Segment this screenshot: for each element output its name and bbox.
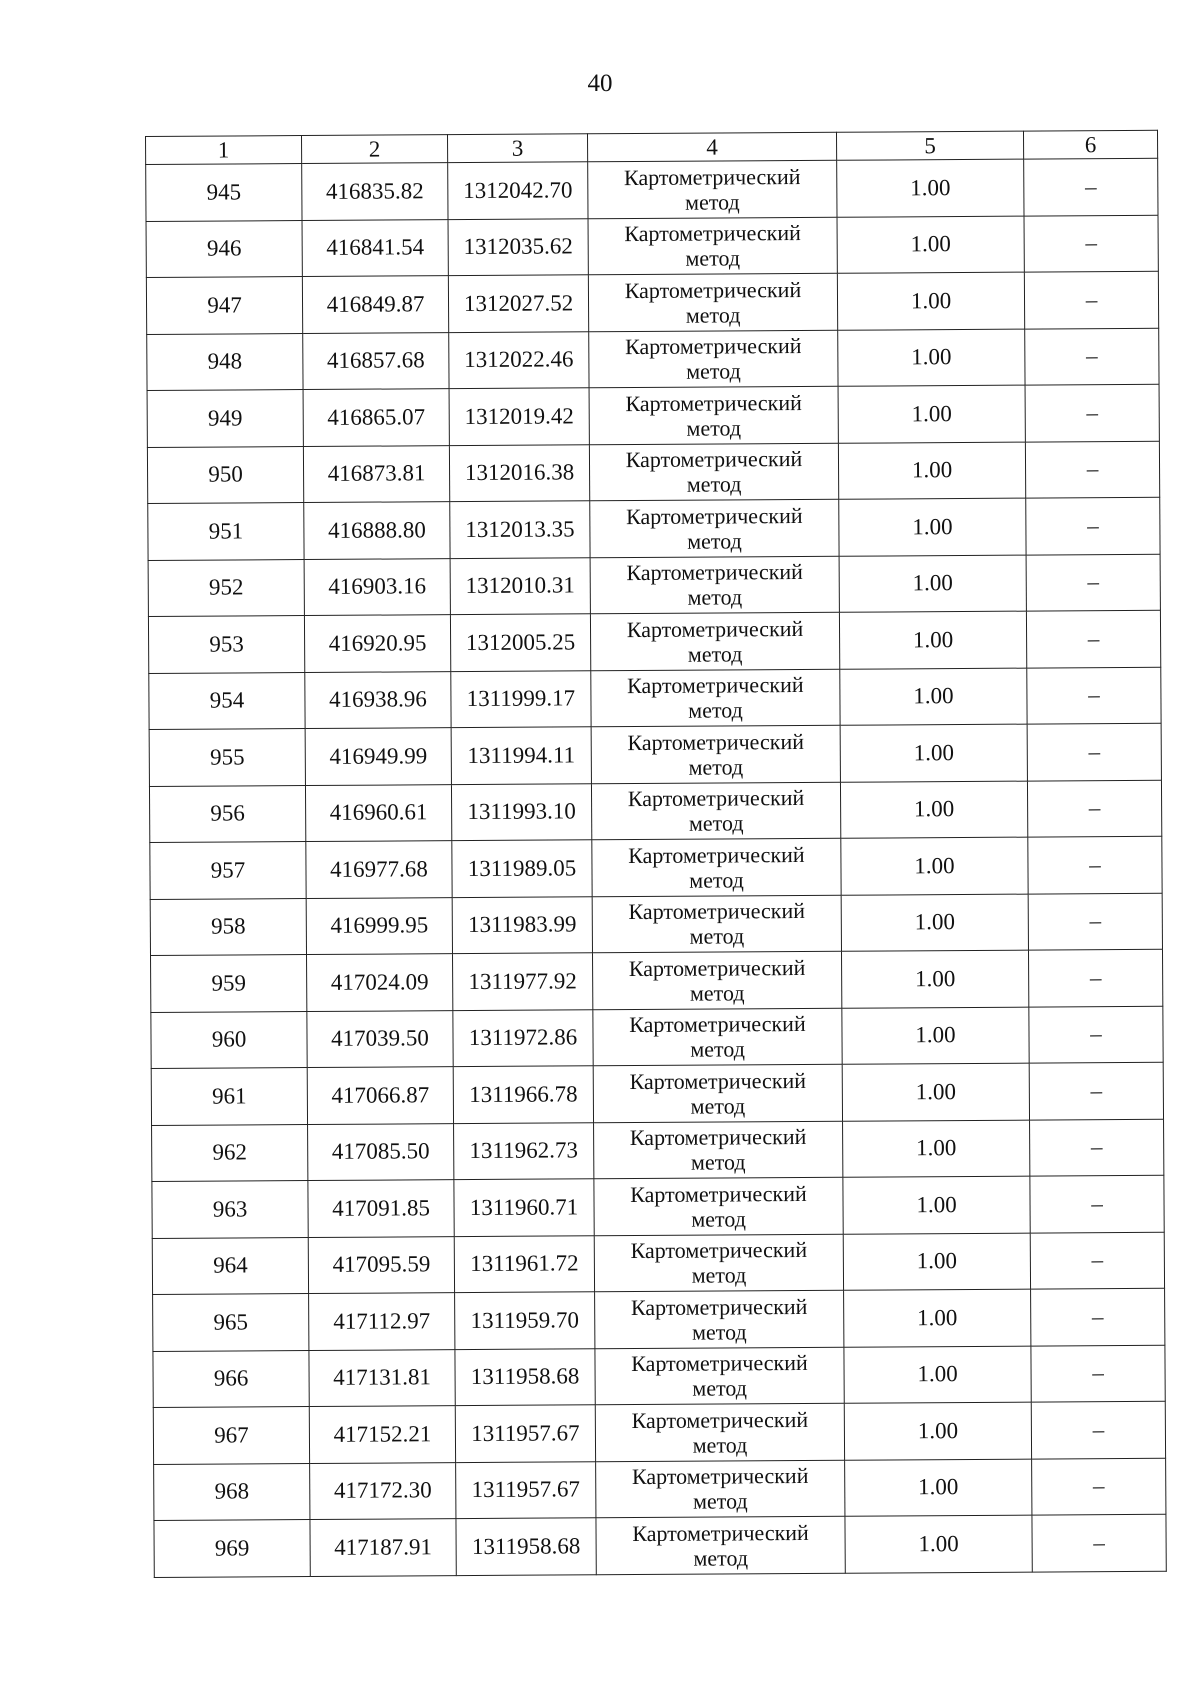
point-number-cell: 951 [148, 503, 304, 560]
method-cell [595, 1403, 844, 1461]
table-row [150, 893, 1162, 956]
y-coordinate-cell: 1311999.17 [451, 670, 591, 727]
point-number-cell: 969 [154, 1520, 310, 1577]
table-row [147, 328, 1159, 391]
x-coordinate-cell: 416888.80 [304, 502, 450, 559]
method-cell [593, 1008, 842, 1066]
table-row [147, 441, 1159, 504]
point-number-cell: 950 [147, 446, 303, 503]
point-number-cell: 945 [146, 164, 302, 221]
table-row [147, 384, 1159, 447]
method-line-1: Картометрический [631, 1350, 808, 1377]
column-header: 6 [1023, 130, 1157, 159]
method-line-1: Картометрический [631, 1406, 809, 1433]
accuracy-cell: 1.00 [845, 1515, 1032, 1573]
note-cell: – [1028, 893, 1162, 950]
method-cell [594, 1234, 843, 1292]
point-number-cell: 964 [152, 1237, 308, 1294]
method-cell [593, 1064, 842, 1122]
method-line-1: Картометрический [630, 1180, 807, 1207]
x-coordinate-cell: 416857.68 [303, 332, 449, 389]
method-line-1: Картометрический [630, 1237, 808, 1264]
accuracy-cell: 1.00 [840, 724, 1027, 782]
accuracy-cell: 1.00 [839, 611, 1026, 669]
coordinates-table [145, 130, 1167, 1578]
method-line-2: метод [689, 923, 745, 949]
y-coordinate-cell: 1311962.73 [454, 1122, 594, 1179]
note-cell: – [1027, 723, 1161, 780]
note-cell: – [1028, 949, 1162, 1006]
accuracy-cell: 1.00 [844, 1346, 1031, 1404]
method-line-1: Картометрический [627, 785, 805, 812]
table-body [146, 158, 1167, 1577]
x-coordinate-cell: 416960.61 [305, 784, 451, 841]
x-coordinate-cell: 417095.59 [308, 1236, 454, 1293]
method-cell [592, 895, 841, 953]
note-cell: – [1030, 1232, 1164, 1289]
note-cell: – [1028, 836, 1162, 893]
y-coordinate-cell: 1312013.35 [450, 501, 590, 558]
x-coordinate-cell: 417187.91 [310, 1519, 456, 1576]
note-cell: – [1031, 1345, 1165, 1402]
x-coordinate-cell: 416903.16 [304, 558, 450, 615]
table-row [149, 780, 1161, 843]
y-coordinate-cell: 1312027.52 [448, 275, 588, 332]
note-cell: – [1025, 328, 1159, 385]
y-coordinate-cell: 1312042.70 [448, 162, 588, 219]
x-coordinate-cell: 417091.85 [308, 1180, 454, 1237]
y-coordinate-cell: 1311957.67 [455, 1405, 595, 1462]
accuracy-cell: 1.00 [837, 159, 1024, 217]
point-number-cell: 967 [153, 1407, 309, 1464]
note-cell: – [1032, 1514, 1166, 1571]
x-coordinate-cell: 417152.21 [309, 1406, 455, 1463]
accuracy-cell: 1.00 [839, 498, 1026, 556]
accuracy-cell: 1.00 [837, 216, 1024, 274]
y-coordinate-cell: 1311972.86 [453, 1009, 593, 1066]
table-row [146, 158, 1158, 221]
accuracy-cell: 1.00 [844, 1289, 1031, 1347]
point-number-cell: 946 [146, 220, 302, 277]
method-line-1: Картометрический [628, 841, 805, 868]
y-coordinate-cell: 1311994.11 [451, 727, 591, 784]
method-line-1: Картометрический [626, 559, 803, 586]
method-line-2: метод [692, 1375, 748, 1401]
note-cell: – [1024, 215, 1158, 272]
method-line-2: метод [690, 1036, 745, 1062]
method-line-1: Картометрический [630, 1293, 808, 1320]
point-number-cell: 961 [151, 1068, 307, 1125]
method-line-1: Картометрический [629, 1124, 807, 1151]
x-coordinate-cell: 416841.54 [302, 219, 448, 276]
method-line-2: метод [687, 528, 742, 554]
x-coordinate-cell: 417085.50 [308, 1123, 454, 1180]
table-row [151, 1062, 1163, 1125]
method-line-1: Картометрический [624, 276, 802, 303]
accuracy-cell: 1.00 [842, 1007, 1029, 1065]
column-header: 4 [587, 132, 836, 162]
accuracy-cell: 1.00 [843, 1233, 1030, 1291]
accuracy-cell: 1.00 [841, 950, 1028, 1008]
method-line-2: метод [691, 1319, 747, 1345]
method-line-2: метод [688, 697, 743, 723]
method-cell [591, 669, 840, 727]
note-cell: – [1024, 271, 1158, 328]
method-line-1: Картометрический [627, 728, 805, 755]
method-line-2: метод [690, 1093, 746, 1119]
column-header: 5 [836, 131, 1023, 160]
method-line-2: метод [693, 1545, 749, 1571]
method-cell [590, 612, 839, 670]
column-header: 1 [146, 136, 302, 165]
x-coordinate-cell: 417112.97 [309, 1293, 455, 1350]
method-cell [589, 330, 838, 388]
point-number-cell: 957 [150, 842, 306, 899]
table-row [152, 1175, 1164, 1238]
point-number-cell: 965 [153, 1294, 309, 1351]
method-line-2: метод [690, 1149, 746, 1175]
method-line-1: Картометрический [629, 1067, 807, 1094]
y-coordinate-cell: 1312035.62 [448, 218, 588, 275]
x-coordinate-cell: 416977.68 [306, 841, 452, 898]
note-cell: – [1025, 384, 1159, 441]
table-row [149, 723, 1161, 786]
page-number: 40 [587, 70, 613, 97]
method-line-2: метод [689, 980, 745, 1006]
method-line-1: Картометрический [627, 672, 804, 699]
method-line-1: Картометрический [631, 1463, 809, 1490]
point-number-cell: 955 [149, 729, 305, 786]
note-cell: – [1027, 780, 1161, 837]
x-coordinate-cell: 416999.95 [306, 897, 452, 954]
method-cell [595, 1290, 844, 1348]
point-number-cell: 954 [149, 672, 305, 729]
method-line-1: Картометрический [625, 389, 802, 416]
y-coordinate-cell: 1311958.68 [455, 1348, 595, 1405]
method-line-2: метод [686, 415, 742, 441]
method-cell [591, 782, 840, 840]
accuracy-cell: 1.00 [841, 894, 1028, 952]
y-coordinate-cell: 1311993.10 [451, 783, 591, 840]
table-row [153, 1288, 1165, 1351]
point-number-cell: 949 [147, 390, 303, 447]
note-cell: – [1030, 1119, 1164, 1176]
method-line-1: Картометрический [626, 502, 803, 529]
method-cell [588, 217, 837, 275]
table-row [148, 610, 1160, 673]
method-line-2: метод [691, 1206, 746, 1232]
method-line-2: метод [685, 302, 741, 328]
method-cell [596, 1460, 845, 1518]
y-coordinate-cell: 1311989.05 [452, 840, 592, 897]
y-coordinate-cell: 1312022.46 [449, 331, 589, 388]
method-cell [592, 951, 841, 1009]
accuracy-cell: 1.00 [844, 1402, 1031, 1460]
method-line-2: метод [686, 471, 742, 497]
method-line-2: метод [685, 189, 740, 215]
method-line-1: Картометрический [626, 615, 804, 642]
method-line-2: метод [691, 1262, 747, 1288]
accuracy-cell: 1.00 [838, 385, 1025, 443]
method-cell [596, 1516, 845, 1574]
point-number-cell: 953 [148, 616, 304, 673]
x-coordinate-cell: 416938.96 [305, 671, 451, 728]
method-line-1: Картометрический [629, 1011, 806, 1038]
method-cell [591, 725, 840, 783]
method-line-1: Картометрический [628, 954, 806, 981]
y-coordinate-cell: 1312016.38 [449, 444, 589, 501]
note-cell: – [1030, 1175, 1164, 1232]
method-cell [592, 838, 841, 896]
x-coordinate-cell: 417172.30 [310, 1462, 456, 1519]
method-line-1: Картометрический [632, 1519, 809, 1546]
point-number-cell: 952 [148, 559, 304, 616]
point-number-cell: 968 [154, 1463, 310, 1520]
note-cell: – [1029, 1006, 1163, 1063]
method-line-2: метод [685, 245, 741, 271]
method-cell [594, 1121, 843, 1179]
point-number-cell: 947 [146, 277, 302, 334]
accuracy-cell: 1.00 [841, 837, 1028, 895]
accuracy-cell: 1.00 [837, 272, 1024, 330]
y-coordinate-cell: 1311960.71 [454, 1179, 594, 1236]
method-line-2: метод [687, 641, 743, 667]
note-cell: – [1025, 441, 1159, 498]
note-cell: – [1026, 497, 1160, 554]
x-coordinate-cell: 416949.99 [305, 728, 451, 785]
table-row [151, 949, 1163, 1012]
column-header: 2 [302, 135, 448, 164]
method-line-1: Картометрический [624, 220, 801, 247]
point-number-cell: 959 [151, 955, 307, 1012]
method-line-2: метод [687, 584, 743, 610]
column-header: 3 [447, 134, 587, 163]
note-cell: – [1029, 1062, 1163, 1119]
y-coordinate-cell: 1311983.99 [452, 896, 592, 953]
point-number-cell: 948 [147, 333, 303, 390]
y-coordinate-cell: 1312019.42 [449, 388, 589, 445]
y-coordinate-cell: 1311961.72 [454, 1235, 594, 1292]
method-cell [590, 556, 839, 614]
note-cell: – [1024, 158, 1158, 215]
y-coordinate-cell: 1312005.25 [450, 614, 590, 671]
table-row [146, 215, 1158, 278]
note-cell: – [1031, 1288, 1165, 1345]
table-row [148, 554, 1160, 617]
method-cell [590, 499, 839, 557]
table-row [153, 1345, 1165, 1408]
point-number-cell: 966 [153, 1350, 309, 1407]
method-line-2: метод [692, 1488, 748, 1514]
table-row [152, 1119, 1164, 1182]
point-number-cell: 962 [152, 1124, 308, 1181]
table-row [154, 1514, 1166, 1577]
method-line-2: метод [689, 867, 744, 893]
note-cell: – [1031, 1401, 1165, 1458]
y-coordinate-cell: 1311977.92 [453, 953, 593, 1010]
accuracy-cell: 1.00 [845, 1459, 1032, 1517]
method-line-2: метод [692, 1432, 748, 1458]
accuracy-cell: 1.00 [838, 329, 1025, 387]
point-number-cell: 958 [150, 898, 306, 955]
note-cell: – [1027, 667, 1161, 724]
accuracy-cell: 1.00 [839, 555, 1026, 613]
table-row [151, 1006, 1163, 1069]
x-coordinate-cell: 417131.81 [309, 1349, 455, 1406]
table-row [148, 497, 1160, 560]
table-row [154, 1458, 1166, 1521]
x-coordinate-cell: 417039.50 [307, 1010, 453, 1067]
table-row [149, 667, 1161, 730]
method-line-1: Картометрический [623, 163, 801, 190]
x-coordinate-cell: 417066.87 [307, 1067, 453, 1124]
note-cell: – [1032, 1458, 1166, 1515]
accuracy-cell: 1.00 [840, 781, 1027, 839]
table-row [153, 1401, 1165, 1464]
x-coordinate-cell: 417024.09 [307, 954, 453, 1011]
method-cell [589, 443, 838, 501]
method-line-2: метод [688, 754, 744, 780]
method-cell [589, 386, 838, 444]
y-coordinate-cell: 1311959.70 [455, 1292, 595, 1349]
note-cell: – [1026, 610, 1160, 667]
method-cell [594, 1177, 843, 1235]
method-line-1: Картометрический [628, 898, 806, 925]
accuracy-cell: 1.00 [843, 1120, 1030, 1178]
point-number-cell: 960 [151, 1011, 307, 1068]
note-cell: – [1026, 554, 1160, 611]
table-row [146, 271, 1158, 334]
y-coordinate-cell: 1311966.78 [453, 1066, 593, 1123]
point-number-cell: 963 [152, 1181, 308, 1238]
method-line-2: метод [688, 810, 744, 836]
table-row [150, 836, 1162, 899]
y-coordinate-cell: 1311957.67 [456, 1461, 596, 1518]
x-coordinate-cell: 416849.87 [302, 276, 448, 333]
y-coordinate-cell: 1311958.68 [456, 1518, 596, 1575]
method-cell [588, 160, 837, 218]
x-coordinate-cell: 416865.07 [303, 389, 449, 446]
accuracy-cell: 1.00 [840, 668, 1027, 726]
accuracy-cell: 1.00 [843, 1176, 1030, 1234]
x-coordinate-cell: 416835.82 [302, 163, 448, 220]
x-coordinate-cell: 416873.81 [303, 445, 449, 502]
x-coordinate-cell: 416920.95 [304, 615, 450, 672]
table-row [152, 1232, 1164, 1295]
accuracy-cell: 1.00 [838, 442, 1025, 500]
y-coordinate-cell: 1312010.31 [450, 557, 590, 614]
method-line-1: Картометрический [625, 446, 803, 473]
accuracy-cell: 1.00 [842, 1063, 1029, 1121]
method-line-1: Картометрический [624, 333, 802, 360]
method-cell [588, 273, 837, 331]
method-cell [595, 1347, 844, 1405]
method-line-2: метод [686, 358, 741, 384]
point-number-cell: 956 [149, 785, 305, 842]
